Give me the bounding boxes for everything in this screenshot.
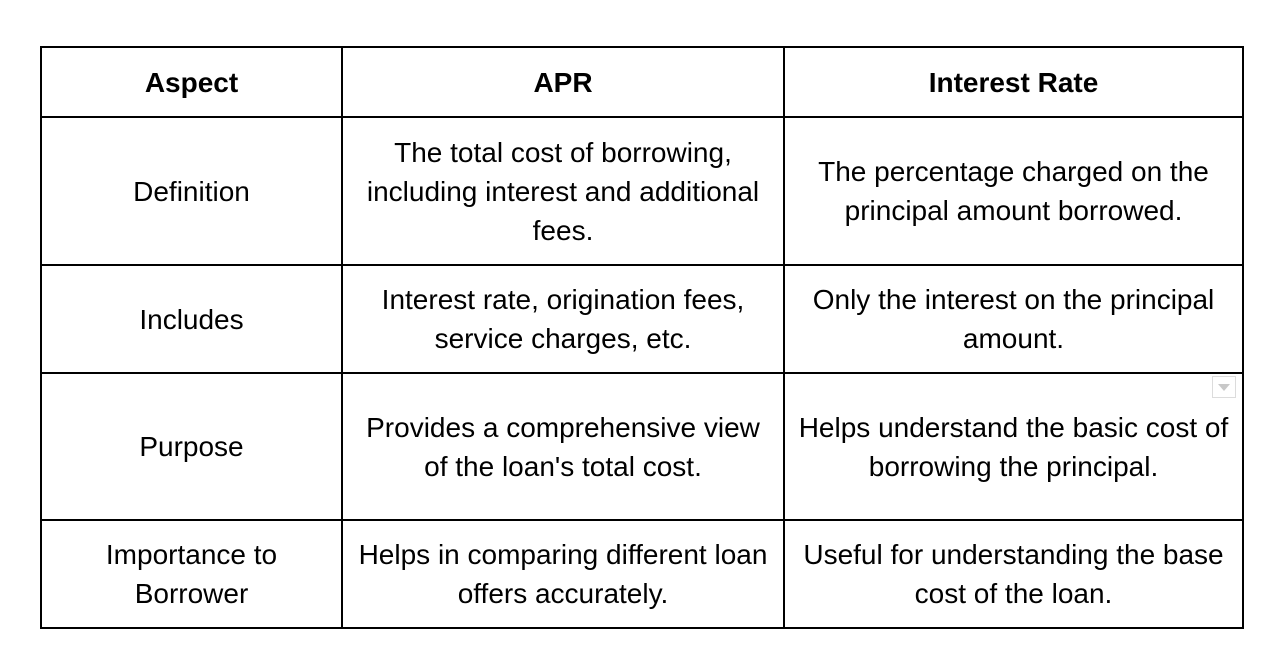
chevron-down-icon <box>1218 384 1230 391</box>
cell-dropdown-button[interactable] <box>1212 376 1236 398</box>
cell-aspect[interactable]: Definition <box>41 117 342 265</box>
cell-apr[interactable]: Interest rate, origination fees, service charges, etc. <box>342 265 784 373</box>
cell-aspect[interactable]: Importance to Borrower <box>41 520 342 628</box>
table-row <box>41 265 1243 373</box>
comparison-table-container <box>40 46 1244 629</box>
table-row <box>41 373 1243 520</box>
cell-apr[interactable]: The total cost of borrowing, including interest and additional fees. <box>342 117 784 265</box>
cell-aspect[interactable]: Includes <box>41 265 342 373</box>
apr-vs-interest-rate-table <box>40 46 1244 629</box>
cell-interest-rate[interactable]: Only the interest on the principal amount. <box>784 265 1243 373</box>
cell-interest-rate[interactable]: Helps understand the basic cost of borrowing the principal. <box>784 373 1243 520</box>
cell-aspect[interactable]: Purpose <box>41 373 342 520</box>
header-apr[interactable]: APR <box>342 47 784 117</box>
cell-interest-rate[interactable]: Useful for understanding the base cost of the loan. <box>784 520 1243 628</box>
cell-apr[interactable]: Provides a comprehensive view of the loan's total cost. <box>342 373 784 520</box>
table-header-row <box>41 47 1243 117</box>
table-row <box>41 117 1243 265</box>
header-aspect[interactable]: Aspect <box>41 47 342 117</box>
header-interest-rate[interactable]: Interest Rate <box>784 47 1243 117</box>
table-row <box>41 520 1243 628</box>
cell-interest-rate[interactable]: The percentage charged on the principal amount borrowed. <box>784 117 1243 265</box>
cell-apr[interactable]: Helps in comparing different loan offers accurately. <box>342 520 784 628</box>
